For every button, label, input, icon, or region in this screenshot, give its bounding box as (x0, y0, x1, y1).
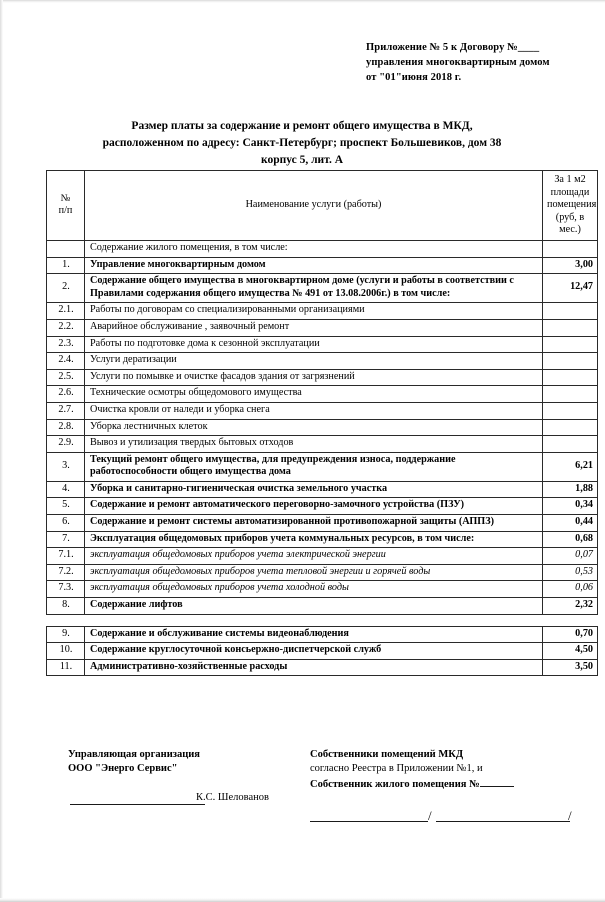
document-header (366, 40, 601, 85)
row-price-cell: 1,88 (543, 481, 598, 498)
row-service-name-cell: Уборка лестничных клеток (85, 419, 543, 436)
table-row (47, 436, 598, 453)
column-header-price: За 1 м2 площади помещения (руб, в мес.) (543, 171, 598, 241)
row-number-cell: 11. (47, 659, 85, 676)
owners-line-1: Собственники помещений МКД (310, 749, 464, 760)
row-price-cell (543, 369, 598, 386)
row-number-cell: 2.5. (47, 369, 85, 386)
table-row (47, 353, 598, 370)
row-service-name-cell: Услуги по помывке и очистке фасадов здания от загрязнений (85, 369, 543, 386)
row-number-cell: 7.3. (47, 581, 85, 598)
table-row (47, 257, 598, 274)
row-service-name-cell: Содержание жилого помещения, в том числе: (85, 240, 543, 257)
page-title (46, 118, 558, 169)
managing-org-name: ООО "Энерго Сервис" (68, 763, 178, 774)
row-number-cell: 5. (47, 498, 85, 515)
title-line-2: расположенном по адресу: Санкт-Петербург; проспект Большевиков, дом 38 (102, 137, 502, 149)
row-number-cell: 2.4. (47, 353, 85, 370)
owner-apartment-number-blank (480, 776, 514, 787)
title-line-3: корпус 5, лит. А (260, 154, 344, 166)
row-service-name-cell: Содержание и ремонт автоматического переговорно-замочного устройства (ПЗУ) (85, 498, 543, 515)
title-line-1: Размер платы за содержание и ремонт общего имущества в МКД, (131, 120, 473, 132)
table-row (47, 369, 598, 386)
row-service-name-cell: Административно-хозяйственные расходы (85, 659, 543, 676)
row-price-cell (543, 336, 598, 353)
row-service-name-cell: Эксплуатация общедомовых приборов учета коммунальных ресурсов, в том числе: (85, 531, 543, 548)
row-service-name-cell: Содержание круглосуточной консьержно-диспетчерской служб (85, 643, 543, 660)
signature-block (0, 748, 605, 898)
row-number-cell: 2.9. (47, 436, 85, 453)
table-row (47, 452, 598, 481)
tariff-table-upper (46, 170, 598, 615)
table-row (47, 419, 598, 436)
table-row (47, 659, 598, 676)
header-line-1: Приложение № 5 к Договору №____ (366, 42, 540, 53)
header-line-3: от "01"июня 2018 г. (366, 72, 462, 83)
tariff-table-lower (46, 626, 598, 677)
row-number-cell: 2.8. (47, 419, 85, 436)
row-service-name-cell: Работы по договорам со специализированными организациями (85, 303, 543, 320)
table-row (47, 548, 598, 565)
table-row (47, 274, 598, 303)
row-service-name-cell: Технические осмотры общедомового имущества (85, 386, 543, 403)
table-row (47, 498, 598, 515)
row-number-cell (47, 240, 85, 257)
owners-slash-1: / (428, 808, 432, 823)
row-number-cell: 2. (47, 274, 85, 303)
table-section-gap (46, 615, 597, 626)
row-price-cell (543, 419, 598, 436)
row-price-cell: 12,47 (543, 274, 598, 303)
header-line-2: управления многоквартирным домом (366, 57, 550, 68)
row-price-cell: 4,50 (543, 643, 598, 660)
row-number-cell: 6. (47, 515, 85, 532)
row-price-cell: 0,53 (543, 564, 598, 581)
row-number-cell: 10. (47, 643, 85, 660)
row-service-name-cell: эксплуатация общедомовых приборов учета электрической энергии (85, 548, 543, 565)
row-number-cell: 7. (47, 531, 85, 548)
row-service-name-cell: Уборка и санитарно-гигиеническая очистка земельного участка (85, 481, 543, 498)
row-service-name-cell: Вывоз и утилизация твердых бытовых отходов (85, 436, 543, 453)
row-price-cell (543, 240, 598, 257)
row-service-name-cell: Текущий ремонт общего имущества, для предупреждения износа, поддержание работоспособности общего имущества дома (85, 452, 543, 481)
row-price-cell: 6,21 (543, 452, 598, 481)
signature-left (68, 748, 308, 776)
row-number-cell: 2.6. (47, 386, 85, 403)
row-number-cell: 7.1. (47, 548, 85, 565)
table-row (47, 386, 598, 403)
row-price-cell: 3,00 (543, 257, 598, 274)
row-price-cell: 3,50 (543, 659, 598, 676)
row-service-name-cell: Содержание и ремонт системы автоматизированной противопожарной защиты (АППЗ) (85, 515, 543, 532)
scan-edge-top (0, 0, 605, 3)
owners-slash-2: / (568, 808, 572, 823)
table-row (47, 336, 598, 353)
row-number-cell: 3. (47, 452, 85, 481)
row-number-cell: 4. (47, 481, 85, 498)
row-number-cell: 2.3. (47, 336, 85, 353)
row-price-cell: 0,70 (543, 626, 598, 643)
owners-rule-a (310, 821, 428, 822)
table-header-row (47, 171, 598, 241)
signatory-name: К.С. Шелованов (196, 792, 269, 803)
table-row (47, 643, 598, 660)
row-price-cell: 0,06 (543, 581, 598, 598)
row-service-name-cell: Очистка кровли от наледи и уборка снега (85, 402, 543, 419)
column-header-number: № п/п (47, 171, 85, 241)
table-row (47, 402, 598, 419)
row-number-cell: 2.1. (47, 303, 85, 320)
row-service-name-cell: Содержание и обслуживание системы видеонаблюдения (85, 626, 543, 643)
table-row (47, 531, 598, 548)
row-service-name-cell: эксплуатация общедомовых приборов учета тепловой энергии и горячей воды (85, 564, 543, 581)
row-number-cell: 1. (47, 257, 85, 274)
table-body-upper (47, 240, 598, 614)
row-price-cell: 2,32 (543, 598, 598, 615)
row-price-cell: 0,34 (543, 498, 598, 515)
row-price-cell (543, 436, 598, 453)
table-row (47, 564, 598, 581)
row-price-cell (543, 319, 598, 336)
row-service-name-cell: Аварийное обслуживание , заявочный ремонт (85, 319, 543, 336)
signature-rule-left (70, 804, 205, 805)
owners-signature-lines (310, 810, 578, 824)
row-number-cell: 7.2. (47, 564, 85, 581)
row-price-cell (543, 303, 598, 320)
column-header-service-name: Наименование услуги (работы) (85, 171, 543, 241)
row-number-cell: 8. (47, 598, 85, 615)
row-service-name-cell: Содержание общего имущества в многоквартирном доме (услуги и работы в соответствии с Правилами содержания общего имущества № 491 от 13.08.2006г.) в том числе: (85, 274, 543, 303)
managing-org-label: Управляющая организация (68, 749, 200, 760)
table-row (47, 598, 598, 615)
table-row (47, 515, 598, 532)
table-head-body (47, 171, 598, 241)
row-service-name-cell: Работы по подготовке дома к сезонной эксплуатации (85, 336, 543, 353)
owners-line-2: согласно Реестра в Приложении №1, и (310, 763, 483, 774)
row-price-cell (543, 402, 598, 419)
row-service-name-cell: Содержание лифтов (85, 598, 543, 615)
row-price-cell (543, 386, 598, 403)
owners-line-3: Собственник жилого помещения № (310, 779, 480, 790)
table-body-lower (47, 626, 598, 676)
table-row (47, 481, 598, 498)
row-number-cell: 2.7. (47, 402, 85, 419)
row-number-cell: 2.2. (47, 319, 85, 336)
row-service-name-cell: Управление многоквартирным домом (85, 257, 543, 274)
row-number-cell: 9. (47, 626, 85, 643)
table-row (47, 581, 598, 598)
row-price-cell: 0,68 (543, 531, 598, 548)
row-service-name-cell: Услуги дератизации (85, 353, 543, 370)
scan-edge-bottom (0, 898, 605, 902)
owners-rule-b (436, 821, 570, 822)
tariff-table-wrapper (46, 170, 597, 676)
table-row (47, 319, 598, 336)
row-service-name-cell: эксплуатация общедомовых приборов учета холодной воды (85, 581, 543, 598)
row-price-cell: 0,07 (543, 548, 598, 565)
row-price-cell: 0,44 (543, 515, 598, 532)
table-row (47, 626, 598, 643)
row-price-cell (543, 353, 598, 370)
signature-right (310, 748, 590, 792)
table-row (47, 240, 598, 257)
table-row (47, 303, 598, 320)
